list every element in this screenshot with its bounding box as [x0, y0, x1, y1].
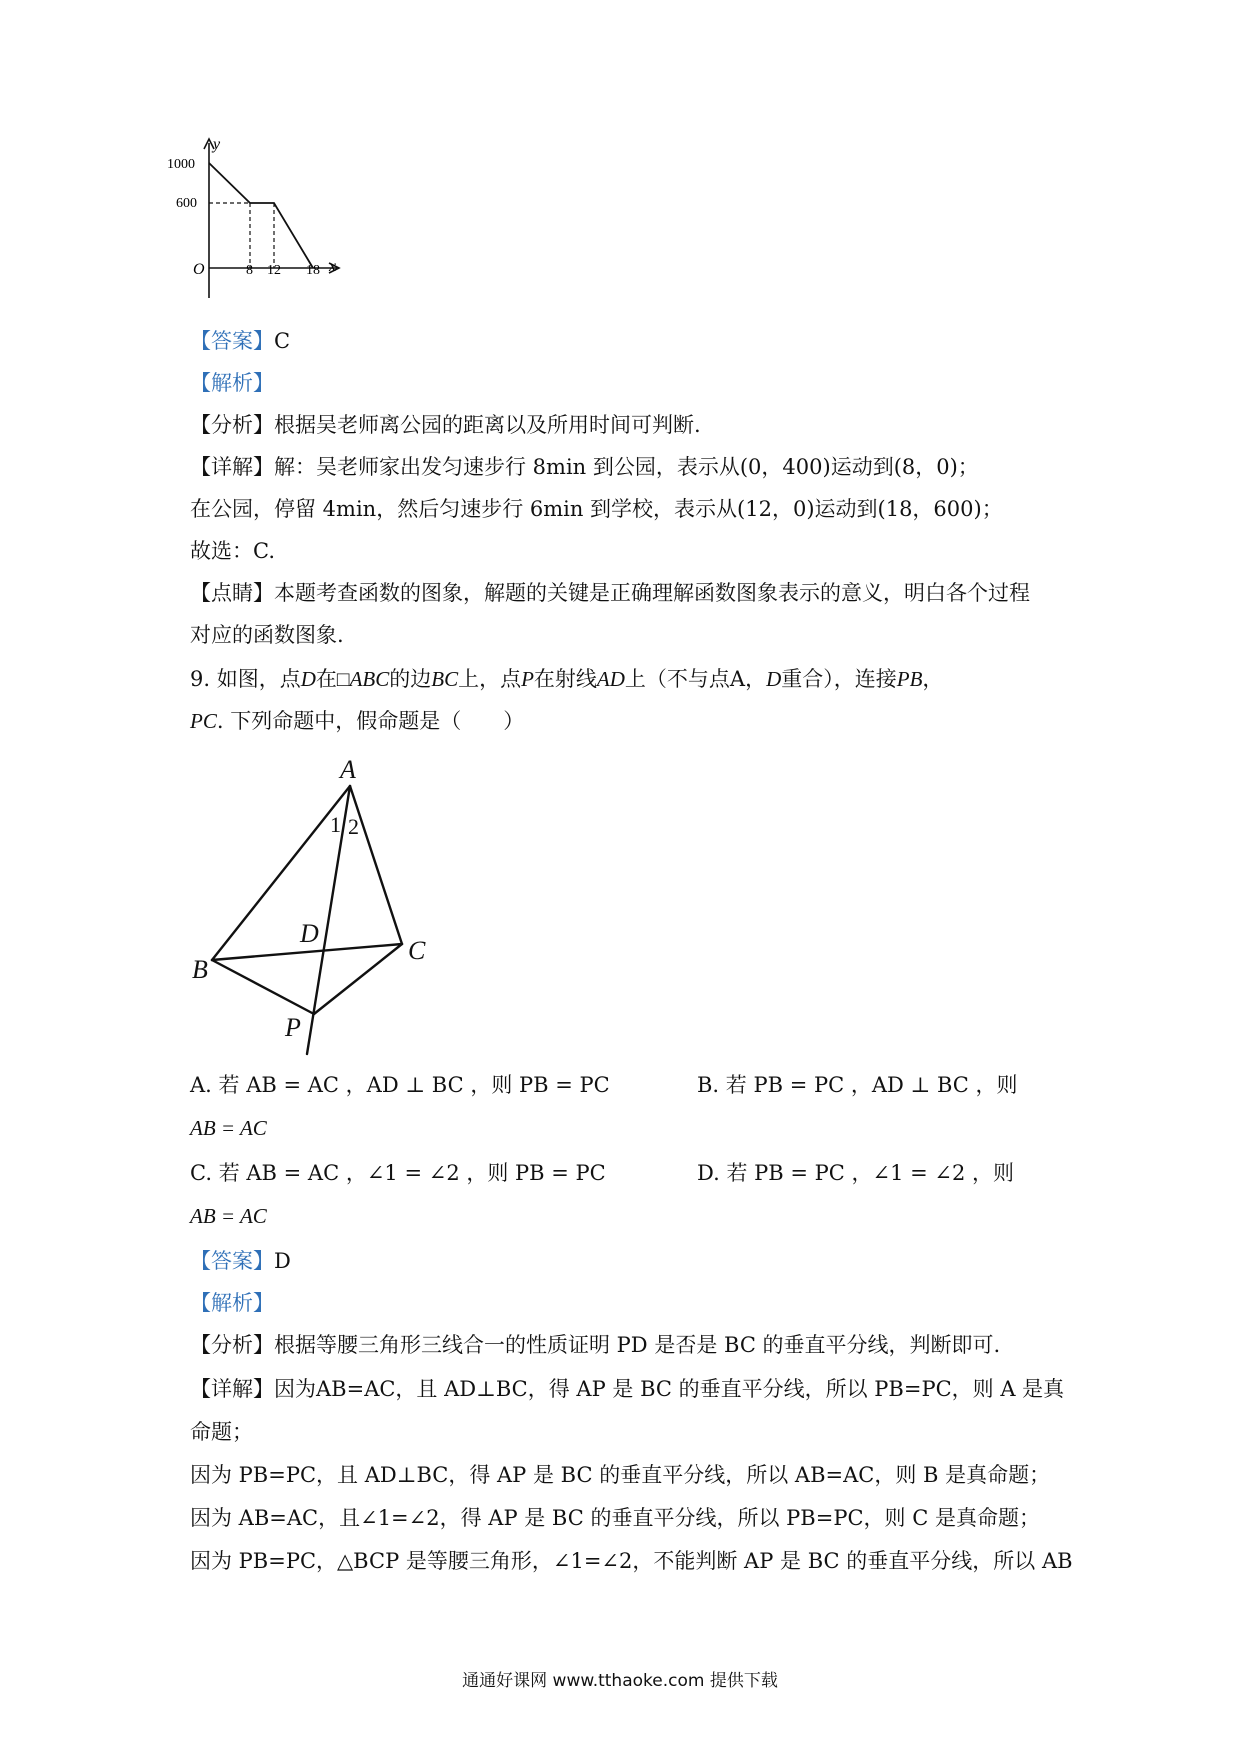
q8-xiangjie-1: 【详解】解：吴老师家出发匀速步行 8min 到公园，表示从(0，400)运动到(8，0)；	[190, 455, 979, 479]
y-axis-label: y	[213, 136, 221, 153]
label-P: P	[285, 1013, 301, 1042]
graph-line	[209, 163, 313, 268]
q8-dianjing-2: 对应的函数图象.	[190, 623, 344, 647]
option-C: C. 若 AB = AC ，∠1 = ∠2 ，则 PB = PC	[190, 1161, 606, 1185]
option-A: A. 若 AB = AC ，AD ⊥ BC ，则 PB = PC	[190, 1073, 610, 1097]
segment-AC	[350, 786, 402, 944]
q9-xiangjie-2: 命题；	[190, 1420, 253, 1444]
segment-PC	[314, 944, 402, 1014]
option-B: B. 若 PB = PC ，AD ⊥ BC ，则	[697, 1073, 1018, 1097]
q9-fenxi: 【分析】根据等腰三角形三线合一的性质证明 PD 是否是 BC 的垂直平分线，判断即可.	[190, 1333, 1001, 1357]
label-B: B	[192, 955, 208, 984]
page-footer: 通通好课网 www.tthaoke.com 提供下载	[462, 1671, 778, 1691]
angle-2-label: 2	[348, 814, 359, 839]
q9-answer: 【答案】D	[190, 1249, 291, 1273]
x-tick-12: 12	[267, 263, 281, 278]
q9-analysis-tag: 【解析】	[190, 1291, 274, 1315]
label-A: A	[340, 755, 356, 784]
q8-xiangjie-2: 在公园，停留 4min，然后匀速步行 6min 到学校，表示从(12，0)运动到(18，600)；	[190, 497, 1003, 521]
q9-xiangjie-4: 因为 AB=AC，且∠1=∠2，得 AP 是 BC 的垂直平分线，所以 PB=PC，则 C 是真命题；	[190, 1506, 1040, 1530]
y-tick-600: 600	[176, 196, 197, 211]
q8-answer: 【答案】C	[190, 329, 291, 353]
q8-xiangjie-3: 故选：C.	[190, 539, 275, 563]
x-tick-8: 8	[246, 263, 253, 278]
label-C: C	[408, 936, 426, 965]
q9-xiangjie-1: 【详解】因为AB=AC，且 AD⊥BC，得 AP 是 BC 的垂直平分线，所以 PB=PC，则 A 是真	[190, 1377, 1065, 1401]
q9-xiangjie-5: 因为 PB=PC，△BCP 是等腰三角形，∠1=∠2，不能判断 AP 是 BC 的垂直平分线，所以 AB	[190, 1549, 1073, 1573]
x-tick-18: 18	[306, 263, 320, 278]
angle-1-label: 1	[330, 812, 341, 837]
option-B-cont: AB = AC	[190, 1116, 267, 1140]
q9-stem-line-1: 9. 如图，点D在□ABC的边BC上，点P在射线AD上（不与点A，D重合），连接PB，	[190, 667, 944, 691]
q9-stem-line-2: PC. 下列命题中，假命题是（ ）	[190, 709, 525, 733]
distance-time-graph	[167, 135, 385, 310]
option-D-cont: AB = AC	[190, 1204, 267, 1228]
label-D: D	[300, 919, 319, 948]
q8-analysis-tag: 【解析】	[190, 371, 274, 395]
q9-xiangjie-3: 因为 PB=PC，且 AD⊥BC，得 AP 是 BC 的垂直平分线，所以 AB=AC，则 B 是真命题；	[190, 1463, 1051, 1487]
segment-PB	[212, 960, 314, 1014]
option-D: D. 若 PB = PC ，∠1 = ∠2 ，则	[697, 1161, 1015, 1185]
q8-dianjing-1: 【点睛】本题考查函数的图象，解题的关键是正确理解函数图象表示的意义，明白各个过程	[190, 581, 1030, 605]
origin-label: O	[193, 261, 205, 278]
triangle-figure	[190, 752, 450, 1062]
y-tick-1000: 1000	[167, 157, 195, 172]
q8-fenxi: 【分析】根据吴老师离公园的距离以及所用时间可判断.	[190, 413, 701, 437]
x-axis-label: x	[329, 258, 337, 275]
